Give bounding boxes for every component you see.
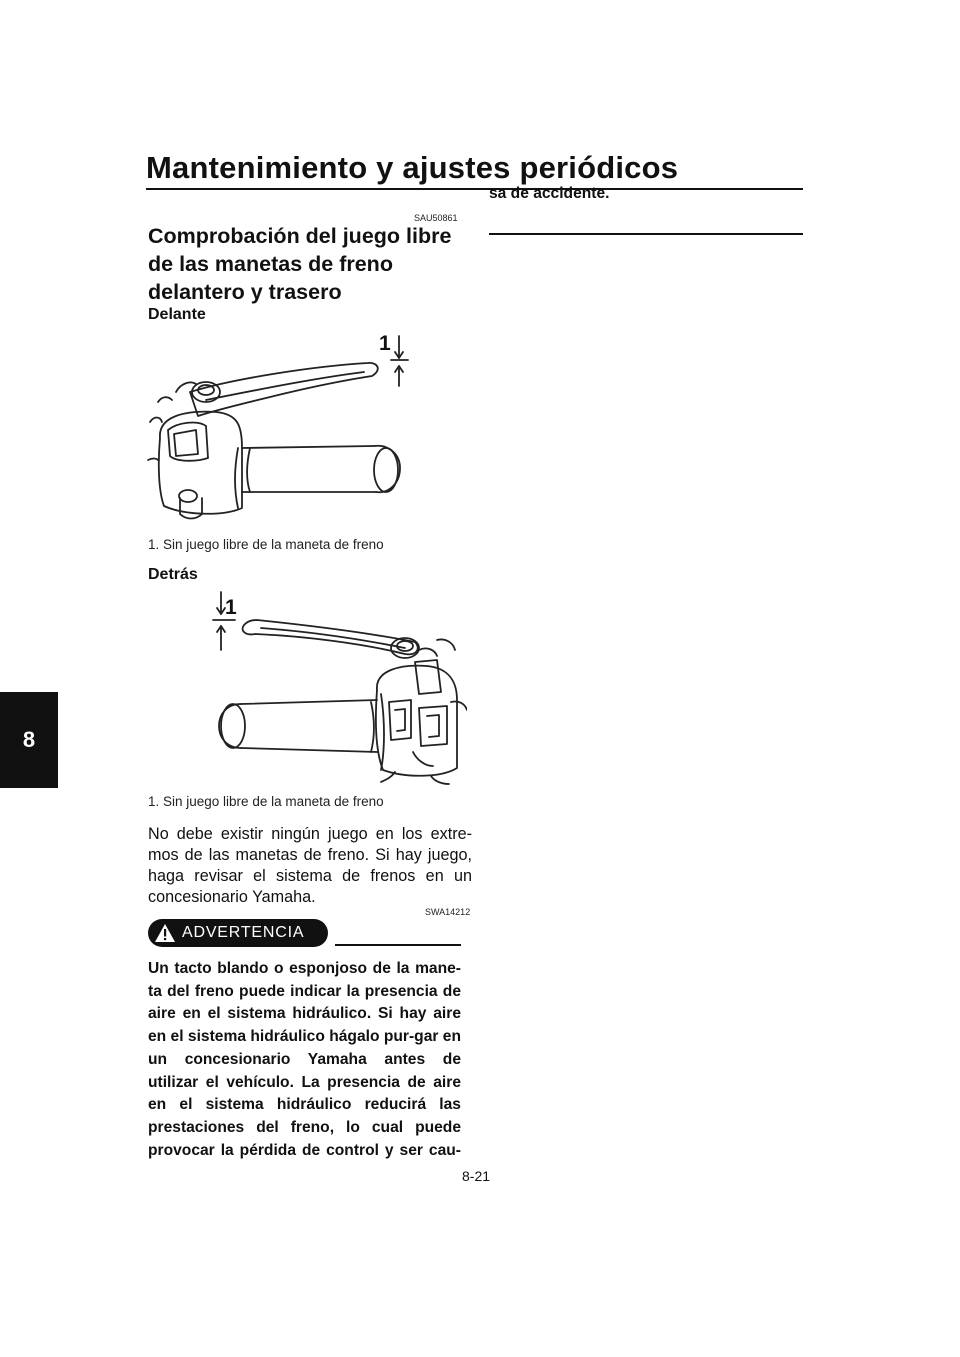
front-brake-lever-illustration — [146, 330, 416, 526]
warning-label: ADVERTENCIA — [182, 924, 305, 941]
warning-text: Un tacto blando o esponjoso de la mane-ta del freno puede indicar la presencia de aire en el sistema hidráulico. Si hay aire en el sistema hidráulico hágalo pur-gar en un concesionario Yamaha antes de utilizar el vehículo. La presencia de aire en el sistema hidráulico reducirá las prestaciones del freno, lo cual puede provocar la pérdida de control y ser cau- — [148, 960, 461, 1159]
warning-code: SWA14212 — [425, 907, 471, 917]
body-paragraph: No debe existir ningún juego en los extre-mos de las manetas de freno. Si hay juego, haga revisar el sistema de frenos en un concesionario Yamaha. — [148, 825, 472, 906]
page-header: Mantenimiento y ajustes periódicos — [146, 150, 679, 185]
warning-triangle-icon — [148, 919, 182, 947]
chapter-number: 8 — [22, 727, 36, 752]
section-code: SAU50861 — [414, 213, 458, 223]
rear-brake-lever-illustration — [205, 590, 467, 786]
front-label: Delante — [148, 306, 206, 323]
warning-text-continued: sa de accidente. — [489, 185, 610, 202]
rear-callout: 1 — [225, 596, 237, 619]
front-caption: 1. Sin juego libre de la maneta de freno — [148, 537, 384, 552]
warning-badge — [148, 919, 328, 947]
warning-rule — [335, 944, 461, 946]
page-number: 8-21 — [462, 1168, 491, 1184]
rear-caption: 1. Sin juego libre de la maneta de freno — [148, 794, 384, 809]
rear-label: Detrás — [148, 566, 198, 583]
warning-end-rule — [489, 233, 803, 235]
chapter-tab — [0, 692, 58, 788]
header-rule — [146, 188, 803, 190]
front-callout: 1 — [379, 332, 391, 355]
section-title: Comprobación del juego libre de las manetas de freno delantero y trasero — [148, 224, 452, 304]
